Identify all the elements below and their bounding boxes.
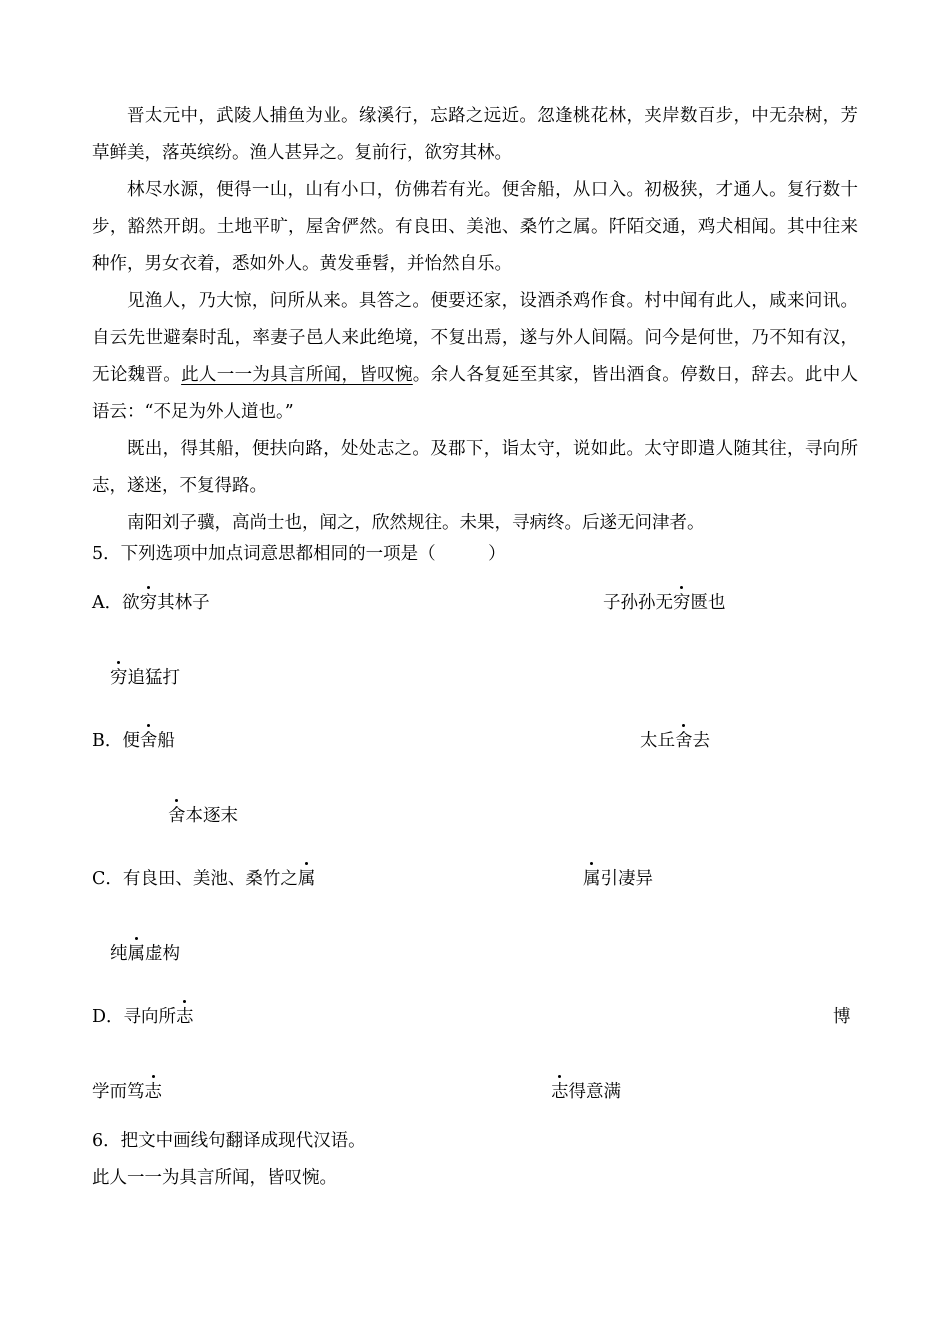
dotted-word: 属 <box>297 869 316 889</box>
underlined-sentence: 此人一一为具言所闻，皆叹惋 <box>181 365 413 385</box>
option-b-item-1: B．便舍船 <box>92 731 175 751</box>
dotted-word: 属 <box>583 869 601 889</box>
option-d-item-1: D．寻向所志 <box>92 1007 194 1027</box>
option-label-c: C． <box>92 869 123 889</box>
question-6-stem: 6．把文中画线句翻译成现代汉语。 <box>92 1131 366 1151</box>
option-label-b: B． <box>92 731 123 751</box>
dotted-word: 志 <box>551 1082 569 1102</box>
paragraph-4: 既出，得其船，便扶向路，处处志之。及郡下，诣太守，说如此。太守即遣人随其往，寻向所志，遂迷，不复得路。 <box>92 439 858 496</box>
dotted-word: 志 <box>144 1082 162 1102</box>
dotted-word: 舍 <box>168 806 186 826</box>
option-b-item-2: 太丘舍去 <box>640 731 710 751</box>
dotted-word: 舍 <box>675 731 693 751</box>
option-a-item-1: A．欲穷其林子 <box>92 593 210 613</box>
option-a-item-3: 穷追猛打 <box>110 668 180 688</box>
question-6-sentence: 此人一一为具言所闻，皆叹惋。 <box>92 1168 337 1188</box>
dotted-word: 舍 <box>139 731 158 751</box>
reading-passage <box>92 98 858 542</box>
dotted-word: 穷 <box>110 668 128 688</box>
paragraph-3-text-b: 。余人各复延至其家，皆出酒食。停数日，辞去。此中人语云：“不足为外人道也。” <box>92 365 859 422</box>
option-d-item-2-start: 博 <box>833 1007 851 1027</box>
option-c-item-3: 纯属虚构 <box>110 944 180 964</box>
paragraph-3-text-a: 见渔人，乃大惊，问所从来。具答之。便要还家，设酒杀鸡作食。村中闻有此人，咸来问讯。自云先世避秦时乱，率妻子邑人来此绝境，不复出焉，遂与外人间隔。问今是何世，乃不知有汉，无论魏晋。 <box>92 291 858 385</box>
paragraph-1: 晋太元中，武陵人捕鱼为业。缘溪行，忘路之远近。忽逢桃花林，夹岸数百步，中无杂树，芳草鲜美，落英缤纷。渔人甚异之。复前行，欲穷其林。 <box>92 106 858 163</box>
option-b-item-3: 舍本逐末 <box>168 806 238 826</box>
option-d-item-3: 志得意满 <box>551 1082 621 1102</box>
option-label-a: A． <box>92 593 123 613</box>
option-label-d: D． <box>92 1007 124 1027</box>
option-d-item-2-end: 学而笃志 <box>92 1082 162 1102</box>
dotted-word: 穷 <box>673 593 691 613</box>
dotted-word: 属 <box>127 944 145 964</box>
dotted-word: 志 <box>176 1007 194 1027</box>
paragraph-3 <box>92 283 858 431</box>
option-a-item-2: 子孙孙无穷匮也 <box>603 593 726 613</box>
question-5-stem: 5．下列选项中加点词意思都相同的一项是（ ） <box>92 544 506 564</box>
option-c-item-2: 属引凄异 <box>583 869 653 889</box>
dotted-word: 穷 <box>139 593 158 613</box>
paragraph-2: 林尽水源，便得一山，山有小口，仿佛若有光。便舍船，从口入。初极狭，才通人。复行数十步，豁然开朗。土地平旷，屋舍俨然。有良田、美池、桑竹之属。阡陌交通，鸡犬相闻。其中往来种作，男女衣着，悉如外人。黄发垂髫，并怡然自乐。 <box>92 180 858 274</box>
paragraph-5: 南阳刘子骥，高尚士也，闻之，欣然规往。未果，寻病终。后遂无问津者。 <box>127 513 705 533</box>
option-c-item-1: C．有良田、美池、桑竹之属 <box>92 869 316 889</box>
